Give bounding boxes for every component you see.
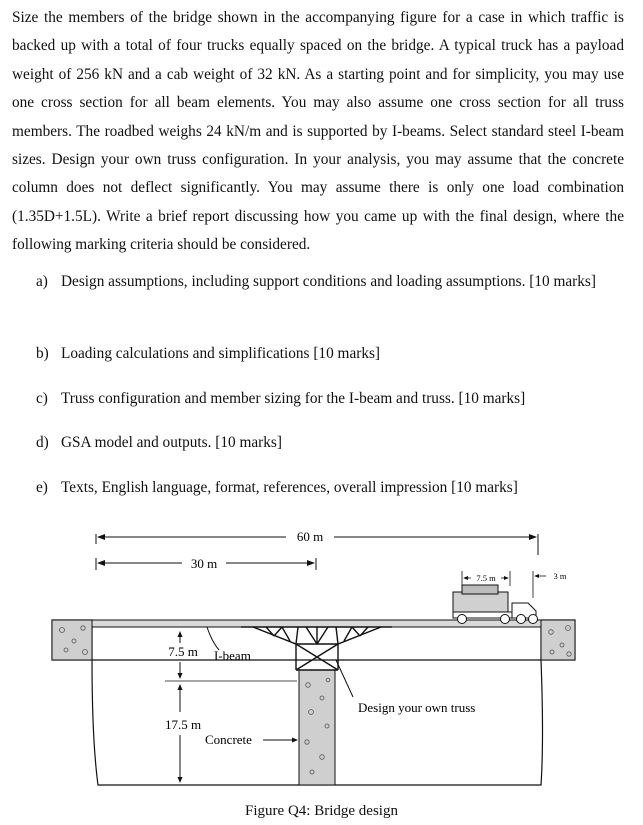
truck-icon xyxy=(453,585,538,624)
dim-truck-spacing: 7.5 m xyxy=(476,573,496,583)
criterion-text: Design assumptions, including support conditions and loading assumptions. [10 marks] xyxy=(61,273,596,290)
dim-span-total: 60 m xyxy=(296,529,324,544)
criterion-text: GSA model and outputs. [10 marks] xyxy=(61,434,282,451)
criterion-letter: a) xyxy=(36,273,48,290)
dim-span-half: 30 m xyxy=(190,556,218,571)
problem-statement: Size the members of the bridge shown in the accompanying figure for a case in which traffic is backed up with a total of four trucks equally spaced on the bridge. A typical truck has a payload weight of 256 kN and a cab weight of 32 kN. As a starting point and for simplicity, you may use one cross section for all beam elements. You may also assume one cross section for all truss members. The roadbed weighs 24 kN/m and is supported by I-beams. Select standard steel I-beam sizes. Design your own truss configuration. In your analysis, you may assume that the concrete column does not deflect significantly. You may assume there is only one load combination (1.35D+1.5L). Write a brief report discussing how you came up with the final design, where the following marking criteria should be considered. xyxy=(12,9,624,254)
label-concrete: Concrete xyxy=(205,732,252,747)
figure-caption: Figure Q4: Bridge design xyxy=(245,803,398,819)
criterion-text: Loading calculations and simplifications [10 marks] xyxy=(61,345,381,362)
concrete-column xyxy=(299,670,335,785)
roadbed xyxy=(92,620,541,627)
criterion-text: Truss configuration and member sizing for the I-beam and truss. [10 marks] xyxy=(61,390,526,407)
criterion-letter: e) xyxy=(36,479,48,496)
label-ibeam: I-beam xyxy=(214,648,251,663)
dim-truss-depth: 7.5 m xyxy=(168,644,198,659)
dim-column-height: 17.5 m xyxy=(164,717,202,732)
dim-end-gap: 3 m xyxy=(553,571,567,581)
criterion-letter: c) xyxy=(36,390,48,407)
criterion-letter: b) xyxy=(36,345,49,362)
label-truss: Design your own truss xyxy=(358,700,476,715)
criterion-text: Texts, English language, format, references, overall impression [10 marks] xyxy=(61,479,518,496)
criterion-letter: d) xyxy=(36,434,49,451)
